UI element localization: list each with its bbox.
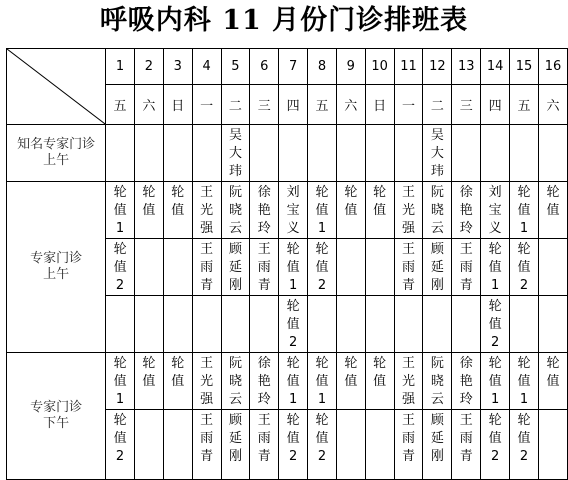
- weekday: 三: [452, 85, 481, 125]
- expert-pm-cell: [106, 353, 135, 410]
- expert-pm-cell: [134, 353, 163, 410]
- expert-am-cell: [106, 239, 135, 296]
- cell-text: 轮值2: [113, 242, 127, 293]
- expert-am-cell: [481, 239, 510, 296]
- expert-am-cell: [394, 182, 423, 239]
- row-label-text: 知名专家门诊: [17, 137, 96, 152]
- expert-am-cell: [365, 239, 394, 296]
- expert-am-cell: [106, 182, 135, 239]
- famous-expert-am-label: [7, 125, 106, 182]
- expert-am-cell: [394, 296, 423, 353]
- cell-text: 轮值2: [113, 413, 127, 464]
- expert-pm-cell: [336, 353, 365, 410]
- cell-text: 王光强: [200, 356, 214, 407]
- weekday: 五: [308, 85, 337, 125]
- expert-pm-cell: [481, 410, 510, 480]
- day-number: 9: [336, 49, 365, 85]
- weekday: 四: [481, 85, 510, 125]
- expert-am-cell: [452, 182, 481, 239]
- cell-text: 刘宝义: [286, 185, 300, 236]
- expert-am-cell: [308, 296, 337, 353]
- expert-am-cell: [481, 182, 510, 239]
- famous-expert-cell: [308, 125, 337, 182]
- famous-expert-cell: [221, 125, 250, 182]
- expert-am-cell: [336, 239, 365, 296]
- expert-pm-cell: [510, 410, 539, 480]
- famous-expert-cell: [394, 125, 423, 182]
- famous-expert-cell: [279, 125, 308, 182]
- expert-am-cell: [538, 182, 567, 239]
- cell-text: 轮值1: [315, 185, 329, 236]
- cell-text: 王雨青: [459, 242, 473, 293]
- weekday: 日: [365, 85, 394, 125]
- expert-pm-cell: [336, 410, 365, 480]
- cell-text: 王雨青: [257, 242, 271, 293]
- expert-pm-cell: [423, 410, 452, 480]
- expert-am-cell: [538, 296, 567, 353]
- expert-am-cell: [308, 239, 337, 296]
- famous-expert-cell: [192, 125, 221, 182]
- cell-text: 轮值1: [517, 185, 531, 236]
- expert-pm-cell: [163, 410, 192, 480]
- expert-am-cell: [510, 182, 539, 239]
- cell-text: 轮值1: [488, 356, 502, 407]
- famous-expert-cell: [510, 125, 539, 182]
- famous-expert-cell: [452, 125, 481, 182]
- expert-pm-cell: [250, 410, 279, 480]
- famous-expert-cell: [106, 125, 135, 182]
- cell-text: 轮值2: [315, 242, 329, 293]
- famous-expert-cell: [538, 125, 567, 182]
- cell-text: 徐艳玲: [459, 185, 473, 236]
- expert-am-label: [7, 182, 106, 353]
- expert-am-cell: [394, 239, 423, 296]
- cell-text: 阮晓云: [228, 185, 242, 236]
- expert-pm-cell: [365, 410, 394, 480]
- expert-am-row-1: [7, 182, 568, 239]
- weekday: 六: [134, 85, 163, 125]
- schedule-table: [6, 48, 568, 480]
- weekday: 日: [163, 85, 192, 125]
- expert-pm-cell: [192, 353, 221, 410]
- expert-am-cell: [308, 182, 337, 239]
- cell-text: 轮值1: [113, 356, 127, 407]
- day-number: 6: [250, 49, 279, 85]
- expert-pm-cell: [394, 353, 423, 410]
- famous-expert-cell: [336, 125, 365, 182]
- cell-text: 吴大玮: [228, 128, 242, 179]
- cell-text: 徐艳玲: [257, 356, 271, 407]
- expert-am-cell: [279, 296, 308, 353]
- day-number: 13: [452, 49, 481, 85]
- cell-text: 轮值: [546, 356, 560, 389]
- expert-am-cell: [423, 182, 452, 239]
- weekday: 五: [510, 85, 539, 125]
- expert-pm-cell: [452, 353, 481, 410]
- row-label-text: 下午: [43, 416, 70, 431]
- expert-pm-cell: [221, 353, 250, 410]
- cell-text: 轮值: [344, 185, 358, 218]
- expert-am-cell: [423, 239, 452, 296]
- expert-am-cell: [221, 239, 250, 296]
- cell-text: 王雨青: [257, 413, 271, 464]
- page-title: 呼吸内科 11 月份门诊排班表: [99, 5, 469, 36]
- day-number: 1: [106, 49, 135, 85]
- cell-text: 王光强: [402, 356, 416, 407]
- expert-pm-cell: [423, 353, 452, 410]
- cell-text: 轮值1: [315, 356, 329, 407]
- header-corner-diagonal: [7, 49, 106, 125]
- expert-am-cell: [336, 182, 365, 239]
- cell-text: 徐艳玲: [459, 356, 473, 407]
- expert-am-cell: [221, 182, 250, 239]
- cell-text: 轮值1: [113, 185, 127, 236]
- cell-text: 王雨青: [402, 242, 416, 293]
- expert-pm-label: [7, 353, 106, 480]
- expert-am-cell: [192, 239, 221, 296]
- expert-am-cell: [106, 296, 135, 353]
- expert-pm-cell: [163, 353, 192, 410]
- cell-text: 轮值1: [488, 242, 502, 293]
- famous-expert-cell: [163, 125, 192, 182]
- cell-text: 顾延刚: [430, 242, 444, 293]
- row-label-text: 上午: [43, 267, 70, 282]
- cell-text: 轮值1: [286, 242, 300, 293]
- cell-text: 轮值2: [286, 413, 300, 464]
- day-number: 16: [538, 49, 567, 85]
- expert-pm-cell: [192, 410, 221, 480]
- expert-am-cell: [365, 182, 394, 239]
- famous-expert-cell: [481, 125, 510, 182]
- day-number: 3: [163, 49, 192, 85]
- cell-text: 轮值2: [315, 413, 329, 464]
- cell-text: 轮值2: [488, 299, 502, 350]
- cell-text: 王雨青: [459, 413, 473, 464]
- expert-pm-cell: [481, 353, 510, 410]
- expert-am-cell: [510, 296, 539, 353]
- weekday: 六: [538, 85, 567, 125]
- cell-text: 吴大玮: [430, 128, 444, 179]
- cell-text: 顾延刚: [228, 413, 242, 464]
- weekday: 三: [250, 85, 279, 125]
- cell-text: 轮值2: [517, 413, 531, 464]
- cell-text: 刘宝义: [488, 185, 502, 236]
- day-number: 2: [134, 49, 163, 85]
- cell-text: 轮值: [171, 356, 185, 389]
- cell-text: 阮晓云: [228, 356, 242, 407]
- expert-pm-cell: [365, 353, 394, 410]
- expert-am-cell: [221, 296, 250, 353]
- cell-text: 王光强: [402, 185, 416, 236]
- famous-expert-cell: [250, 125, 279, 182]
- day-number: 12: [423, 49, 452, 85]
- expert-am-cell: [134, 182, 163, 239]
- famous-expert-row: [7, 125, 568, 182]
- cell-text: 轮值: [373, 185, 387, 218]
- expert-am-cell: [279, 239, 308, 296]
- expert-pm-cell: [134, 410, 163, 480]
- expert-am-cell: [250, 182, 279, 239]
- famous-expert-cell: [423, 125, 452, 182]
- cell-text: 王雨青: [200, 413, 214, 464]
- cell-text: 徐艳玲: [257, 185, 271, 236]
- expert-pm-cell: [538, 410, 567, 480]
- cell-text: 轮值: [373, 356, 387, 389]
- weekday: 五: [106, 85, 135, 125]
- expert-am-cell: [538, 239, 567, 296]
- cell-text: 轮值: [546, 185, 560, 218]
- cell-text: 王雨青: [200, 242, 214, 293]
- expert-am-cell: [163, 239, 192, 296]
- expert-pm-cell: [279, 410, 308, 480]
- weekday: 四: [279, 85, 308, 125]
- cell-text: 轮值: [142, 185, 156, 218]
- cell-text: 轮值1: [286, 356, 300, 407]
- expert-am-cell: [336, 296, 365, 353]
- expert-pm-cell: [452, 410, 481, 480]
- expert-am-cell: [163, 182, 192, 239]
- weekday: 一: [192, 85, 221, 125]
- cell-text: 轮值1: [517, 356, 531, 407]
- expert-am-cell: [510, 239, 539, 296]
- expert-pm-row-1: [7, 353, 568, 410]
- expert-pm-cell: [394, 410, 423, 480]
- expert-am-cell: [452, 239, 481, 296]
- cell-text: 轮值2: [488, 413, 502, 464]
- expert-am-cell: [192, 296, 221, 353]
- expert-pm-cell: [308, 353, 337, 410]
- day-number: 11: [394, 49, 423, 85]
- day-number: 15: [510, 49, 539, 85]
- famous-expert-cell: [365, 125, 394, 182]
- expert-am-cell: [250, 296, 279, 353]
- cell-text: 顾延刚: [228, 242, 242, 293]
- cell-text: 顾延刚: [430, 413, 444, 464]
- day-number: 5: [221, 49, 250, 85]
- famous-expert-cell: [134, 125, 163, 182]
- cell-text: 轮值: [171, 185, 185, 218]
- weekday: 六: [336, 85, 365, 125]
- expert-pm-cell: [279, 353, 308, 410]
- expert-pm-cell: [250, 353, 279, 410]
- day-number: 10: [365, 49, 394, 85]
- cell-text: 王雨青: [402, 413, 416, 464]
- day-number: 8: [308, 49, 337, 85]
- expert-pm-cell: [538, 353, 567, 410]
- expert-pm-cell: [510, 353, 539, 410]
- expert-am-cell: [192, 182, 221, 239]
- day-number: 14: [481, 49, 510, 85]
- cell-text: 阮晓云: [430, 185, 444, 236]
- expert-am-cell: [163, 296, 192, 353]
- expert-pm-cell: [308, 410, 337, 480]
- weekday: 二: [221, 85, 250, 125]
- expert-pm-cell: [106, 410, 135, 480]
- expert-am-cell: [134, 296, 163, 353]
- cell-text: 王光强: [200, 185, 214, 236]
- expert-am-cell: [279, 182, 308, 239]
- expert-am-cell: [134, 239, 163, 296]
- expert-am-cell: [250, 239, 279, 296]
- weekday: 二: [423, 85, 452, 125]
- cell-text: 轮值2: [517, 242, 531, 293]
- day-number: 4: [192, 49, 221, 85]
- cell-text: 轮值: [344, 356, 358, 389]
- expert-am-cell: [423, 296, 452, 353]
- row-label-text: 专家门诊: [30, 251, 83, 266]
- day-number-row: [7, 49, 568, 85]
- row-label-text: 上午: [43, 153, 70, 168]
- row-label-text: 专家门诊: [30, 400, 83, 415]
- weekday: 一: [394, 85, 423, 125]
- cell-text: 轮值: [142, 356, 156, 389]
- day-number: 7: [279, 49, 308, 85]
- expert-am-cell: [481, 296, 510, 353]
- expert-am-cell: [452, 296, 481, 353]
- cell-text: 阮晓云: [430, 356, 444, 407]
- expert-am-cell: [365, 296, 394, 353]
- cell-text: 轮值2: [286, 299, 300, 350]
- expert-pm-cell: [221, 410, 250, 480]
